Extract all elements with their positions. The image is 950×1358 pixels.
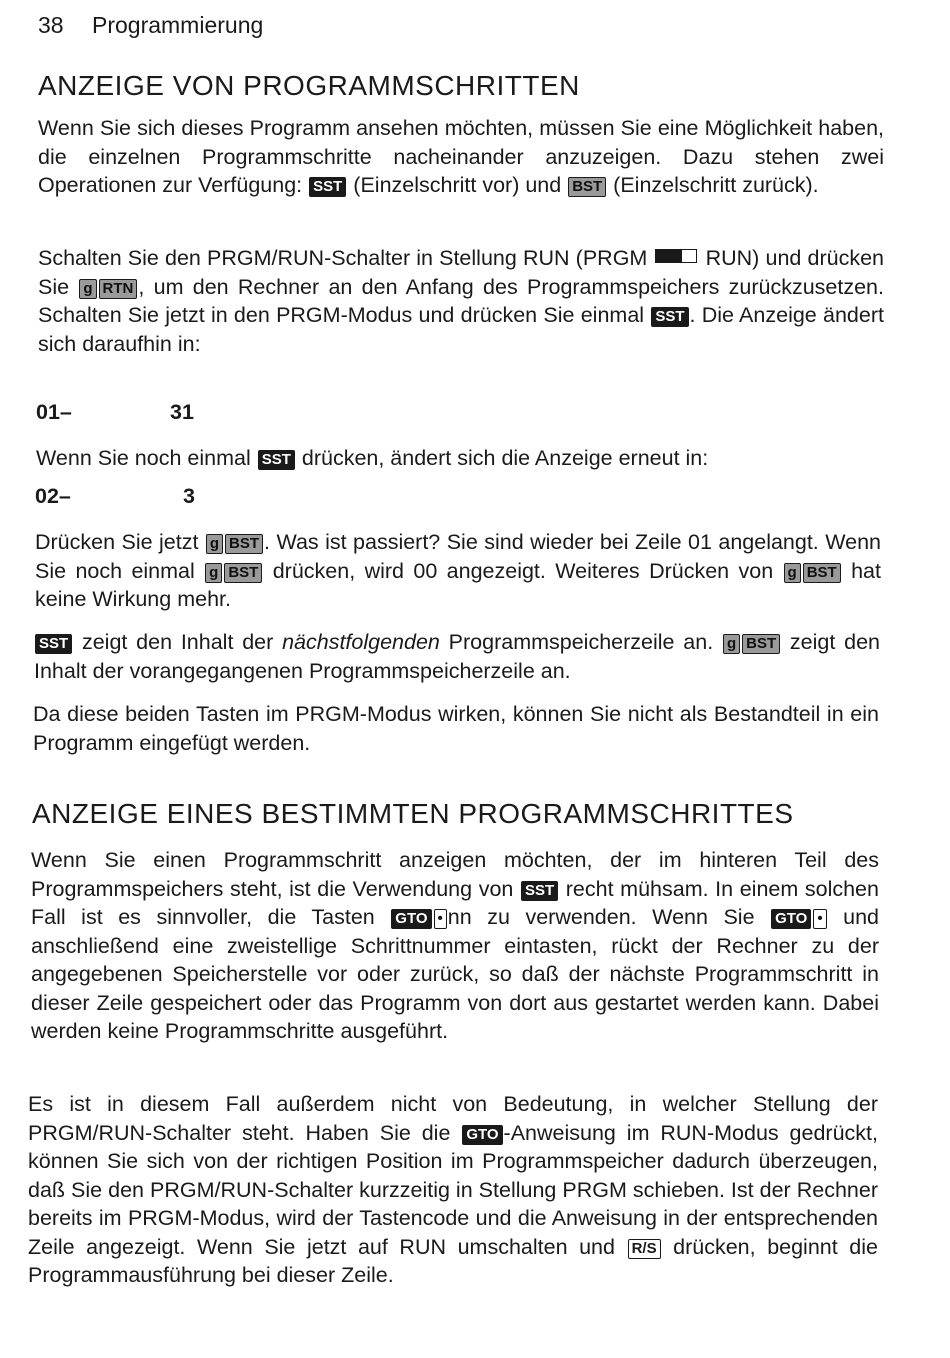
decimal-point-key: • <box>813 909 826 929</box>
sst-key: SST <box>309 177 346 197</box>
display-keycode: 3 <box>183 484 195 508</box>
decimal-point-key: • <box>434 909 447 929</box>
g-key: g <box>723 634 740 654</box>
gto-key: GTO <box>771 909 811 929</box>
g-key: g <box>206 534 223 554</box>
sst-key: SST <box>521 881 558 901</box>
bst-key: BST <box>568 177 606 197</box>
page-number: 38 <box>38 12 64 38</box>
bst-key: BST <box>742 634 780 654</box>
paragraph: Wenn Sie noch einmal SST drücken, ändert sich die Anzeige erneut in: <box>36 446 709 470</box>
paragraph: Wenn Sie einen Programmschritt anzeigen möchten, der im hinteren Teil des Programmspeichers steht, ist die Verwendung von SST recht mühsam. In einem solchen Fall ist es sinnvoller, die Tasten GTO • nn zu verwenden. Wenn Sie GTO • und anschließend eine zweistellige Schrittnummer eintasten, rückt der Rechner zu der angegebenen Speicherstelle vor oder zurück, so daß der nächste Programmschritt in dieser Zeile gespeichert oder das Programm von dort aus gestartet werden kann. Dabei werden keine Programmschritte ausgeführt. <box>31 848 879 1043</box>
paragraph: Da diese beiden Tasten im PRGM-Modus wirken, können Sie nicht als Bestandteil in ein Programm eingefügt werden. <box>33 702 879 755</box>
run-stop-key: R/S <box>628 1239 661 1259</box>
paragraph: Drücken Sie jetzt g BST . Was ist passiert? Sie sind wieder bei Zeile 01 angelangt. Wenn Sie noch einmal g BST drücken, wird 00 angezeigt. Weiteres Drücken von g BST hat keine Wirkung mehr. <box>35 530 881 611</box>
paragraph: Wenn Sie sich dieses Programm ansehen möchten, müssen Sie eine Möglichkeit haben, die einzelnen Programmschritte nacheinander anzuzeigen. Dazu stehen zwei Operationen zur Verfügung: SST (Einzelschritt vor) und BST (Einzelschritt zurück). <box>38 116 884 197</box>
section-heading-display-steps: ANZEIGE VON PROGRAMMSCHRITTEN <box>38 70 580 101</box>
bst-key: BST <box>803 563 841 583</box>
g-key: g <box>205 563 222 583</box>
sst-key: SST <box>258 450 295 470</box>
chapter-title: Programmierung <box>91 12 264 38</box>
bst-key: BST <box>224 563 262 583</box>
paragraph: SST zeigt den Inhalt der nächstfolgenden Programmspeicherzeile an. g BST zeigt den Inhalt der vorangegangenen Programmspeicherzeile an. <box>34 630 880 683</box>
prgm-run-switch-icon <box>655 249 697 263</box>
section-heading-specific-step: ANZEIGE EINES BESTIMMTEN PROGRAMMSCHRITTES <box>32 798 794 829</box>
display-line-number: 02– <box>35 484 71 508</box>
paragraph: Schalten Sie den PRGM/RUN-Schalter in Stellung RUN (PRGM RUN) und drücken Sie g RTN , um den Rechner an den Anfang des Programmspeichers zurückzusetzen. Schalten Sie jetzt in den PRGM-Modus und drücken Sie einmal SST . Die Anzeige ändert sich daraufhin in: <box>38 246 884 356</box>
g-key: g <box>784 563 801 583</box>
sst-key: SST <box>651 307 688 327</box>
display-keycode: 31 <box>170 400 194 424</box>
rtn-key: RTN <box>99 279 138 299</box>
page-header <box>38 12 263 39</box>
sst-key: SST <box>35 634 72 654</box>
bst-key: BST <box>225 534 263 554</box>
paragraph: Es ist in diesem Fall außerdem nicht von Bedeutung, in welcher Stellung der PRGM/RUN-Schalter steht. Haben Sie die GTO -Anweisung im RUN-Modus gedrückt, können Sie sich von der richtigen Position im Programmspeicher dadurch überzeugen, daß Sie den PRGM/RUN-Schalter kurzzeitig in Stellung PRGM schieben. Ist der Rechner bereits im PRGM-Modus, wird der Tastencode und die Anweisung in der entsprechenden Zeile angezeigt. Wenn Sie jetzt auf RUN umschalten und R/S drücken, beginnt die Programmausführung bei dieser Zeile. <box>28 1092 878 1287</box>
gto-key: GTO <box>462 1125 502 1145</box>
display-line-number: 01– <box>36 400 72 424</box>
gto-key: GTO <box>391 909 431 929</box>
g-key: g <box>79 279 96 299</box>
